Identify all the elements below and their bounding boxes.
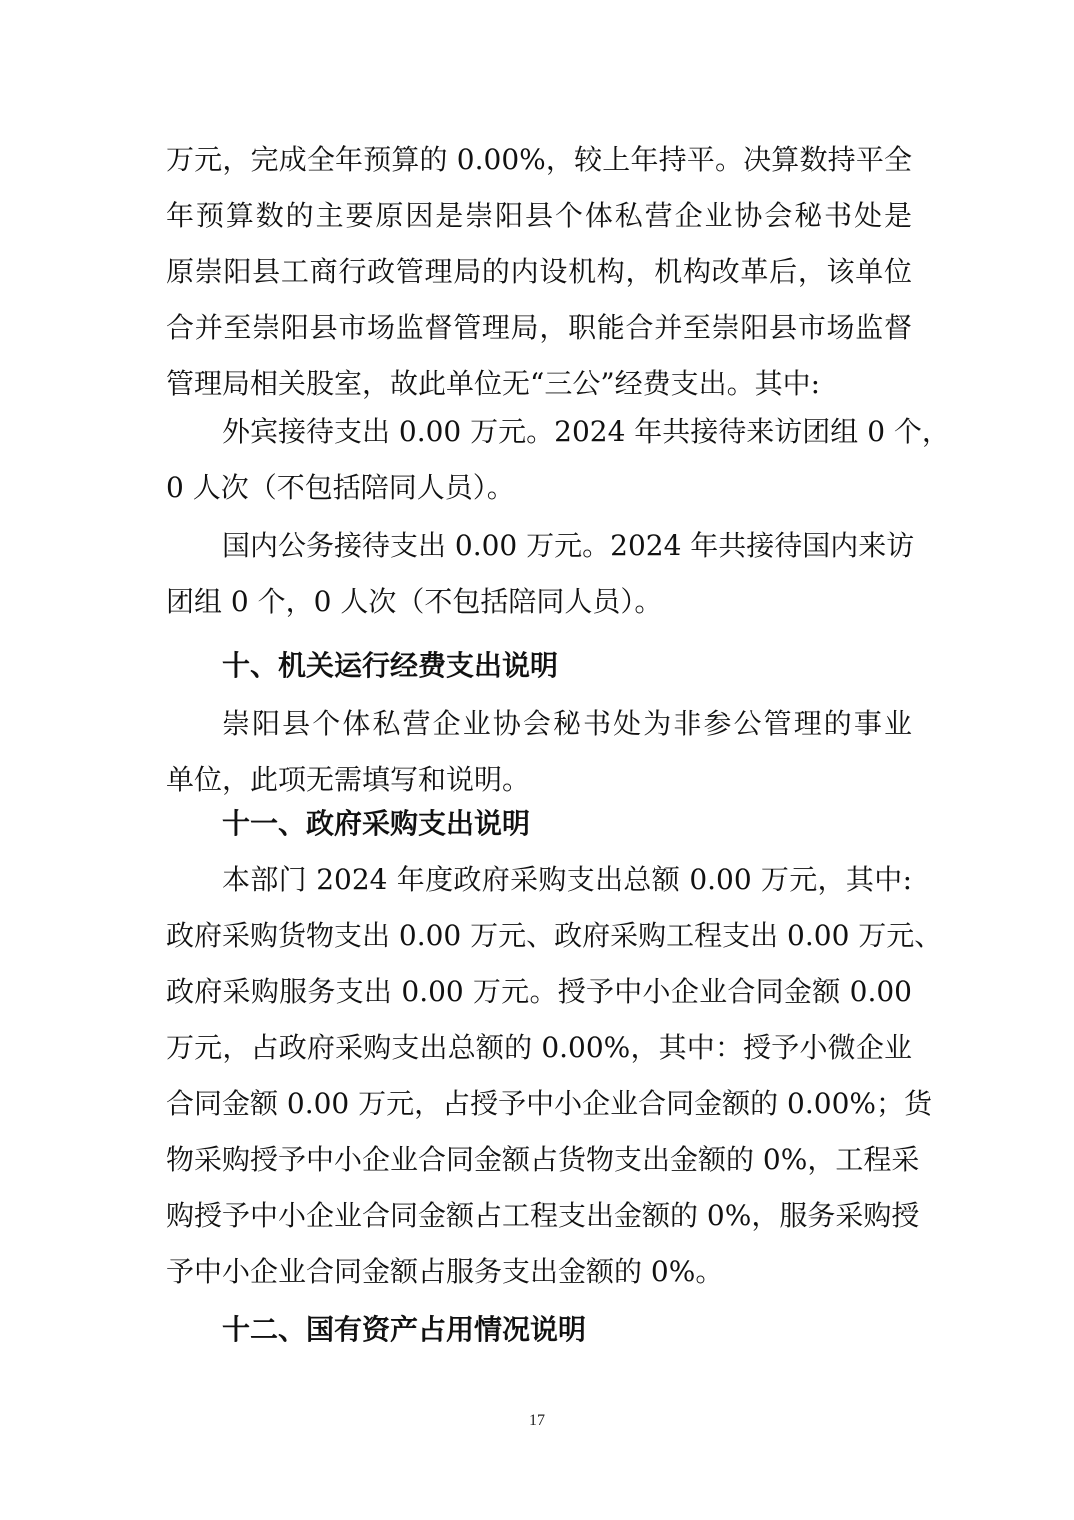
paragraph-line: 管理局相关股室，故此单位无“三公”经费支出。其中: <box>166 367 821 400</box>
paragraph-line: 0 人次（不包括陪同人员）。 <box>166 471 515 504</box>
paragraph-line: 万元，占政府采购支出总额的 0.00%，其中：授予小微企业 <box>166 1031 912 1064</box>
section-heading-12: 十二、国有资产占用情况说明 <box>222 1313 587 1346</box>
paragraph-line: 合同金额 0.00 万元，占授予中小企业合同金额的 0.00%；货 <box>166 1087 932 1120</box>
paragraph-line: 物采购授予中小企业合同金额占货物支出金额的 0%，工程采 <box>166 1143 920 1176</box>
paragraph-line: 本部门 2024 年度政府采购支出总额 0.00 万元，其中: <box>222 863 912 896</box>
paragraph-line: 国内公务接待支出 0.00 万元。2024 年共接待国内来访 <box>222 529 915 562</box>
paragraph-line: 合并至崇阳县市场监督管理局，职能合并至崇阳县市场监督 <box>166 311 912 344</box>
page-number: 17 <box>529 1412 545 1429</box>
paragraph-line: 予中小企业合同金额占服务支出金额的 0%。 <box>166 1255 724 1288</box>
paragraph-line: 团组 0 个，0 人次（不包括陪同人员）。 <box>166 585 663 618</box>
paragraph-line: 购授予中小企业合同金额占工程支出金额的 0%，服务采购授 <box>166 1199 920 1232</box>
paragraph-line: 万元，完成全年预算的 0.00%，较上年持平。决算数持平全 <box>166 143 912 176</box>
paragraph-line: 单位，此项无需填写和说明。 <box>166 763 531 796</box>
section-heading-11: 十一、政府采购支出说明 <box>222 807 531 840</box>
paragraph-line: 政府采购服务支出 0.00 万元。授予中小企业合同金额 0.00 <box>166 975 912 1008</box>
paragraph-line: 政府采购货物支出 0.00 万元、政府采购工程支出 0.00 万元、 <box>166 919 943 952</box>
paragraph-line: 年预算数的主要原因是崇阳县个体私营企业协会秘书处是 <box>166 199 912 232</box>
paragraph-line: 崇阳县个体私营企业协会秘书处为非参公管理的事业 <box>222 707 912 740</box>
paragraph-line: 原崇阳县工商行政管理局的内设机构，机构改革后，该单位 <box>166 255 912 288</box>
paragraph-line: 外宾接待支出 0.00 万元。2024 年共接待来访团组 0 个， <box>222 415 950 448</box>
section-heading-10: 十、机关运行经费支出说明 <box>222 649 559 682</box>
